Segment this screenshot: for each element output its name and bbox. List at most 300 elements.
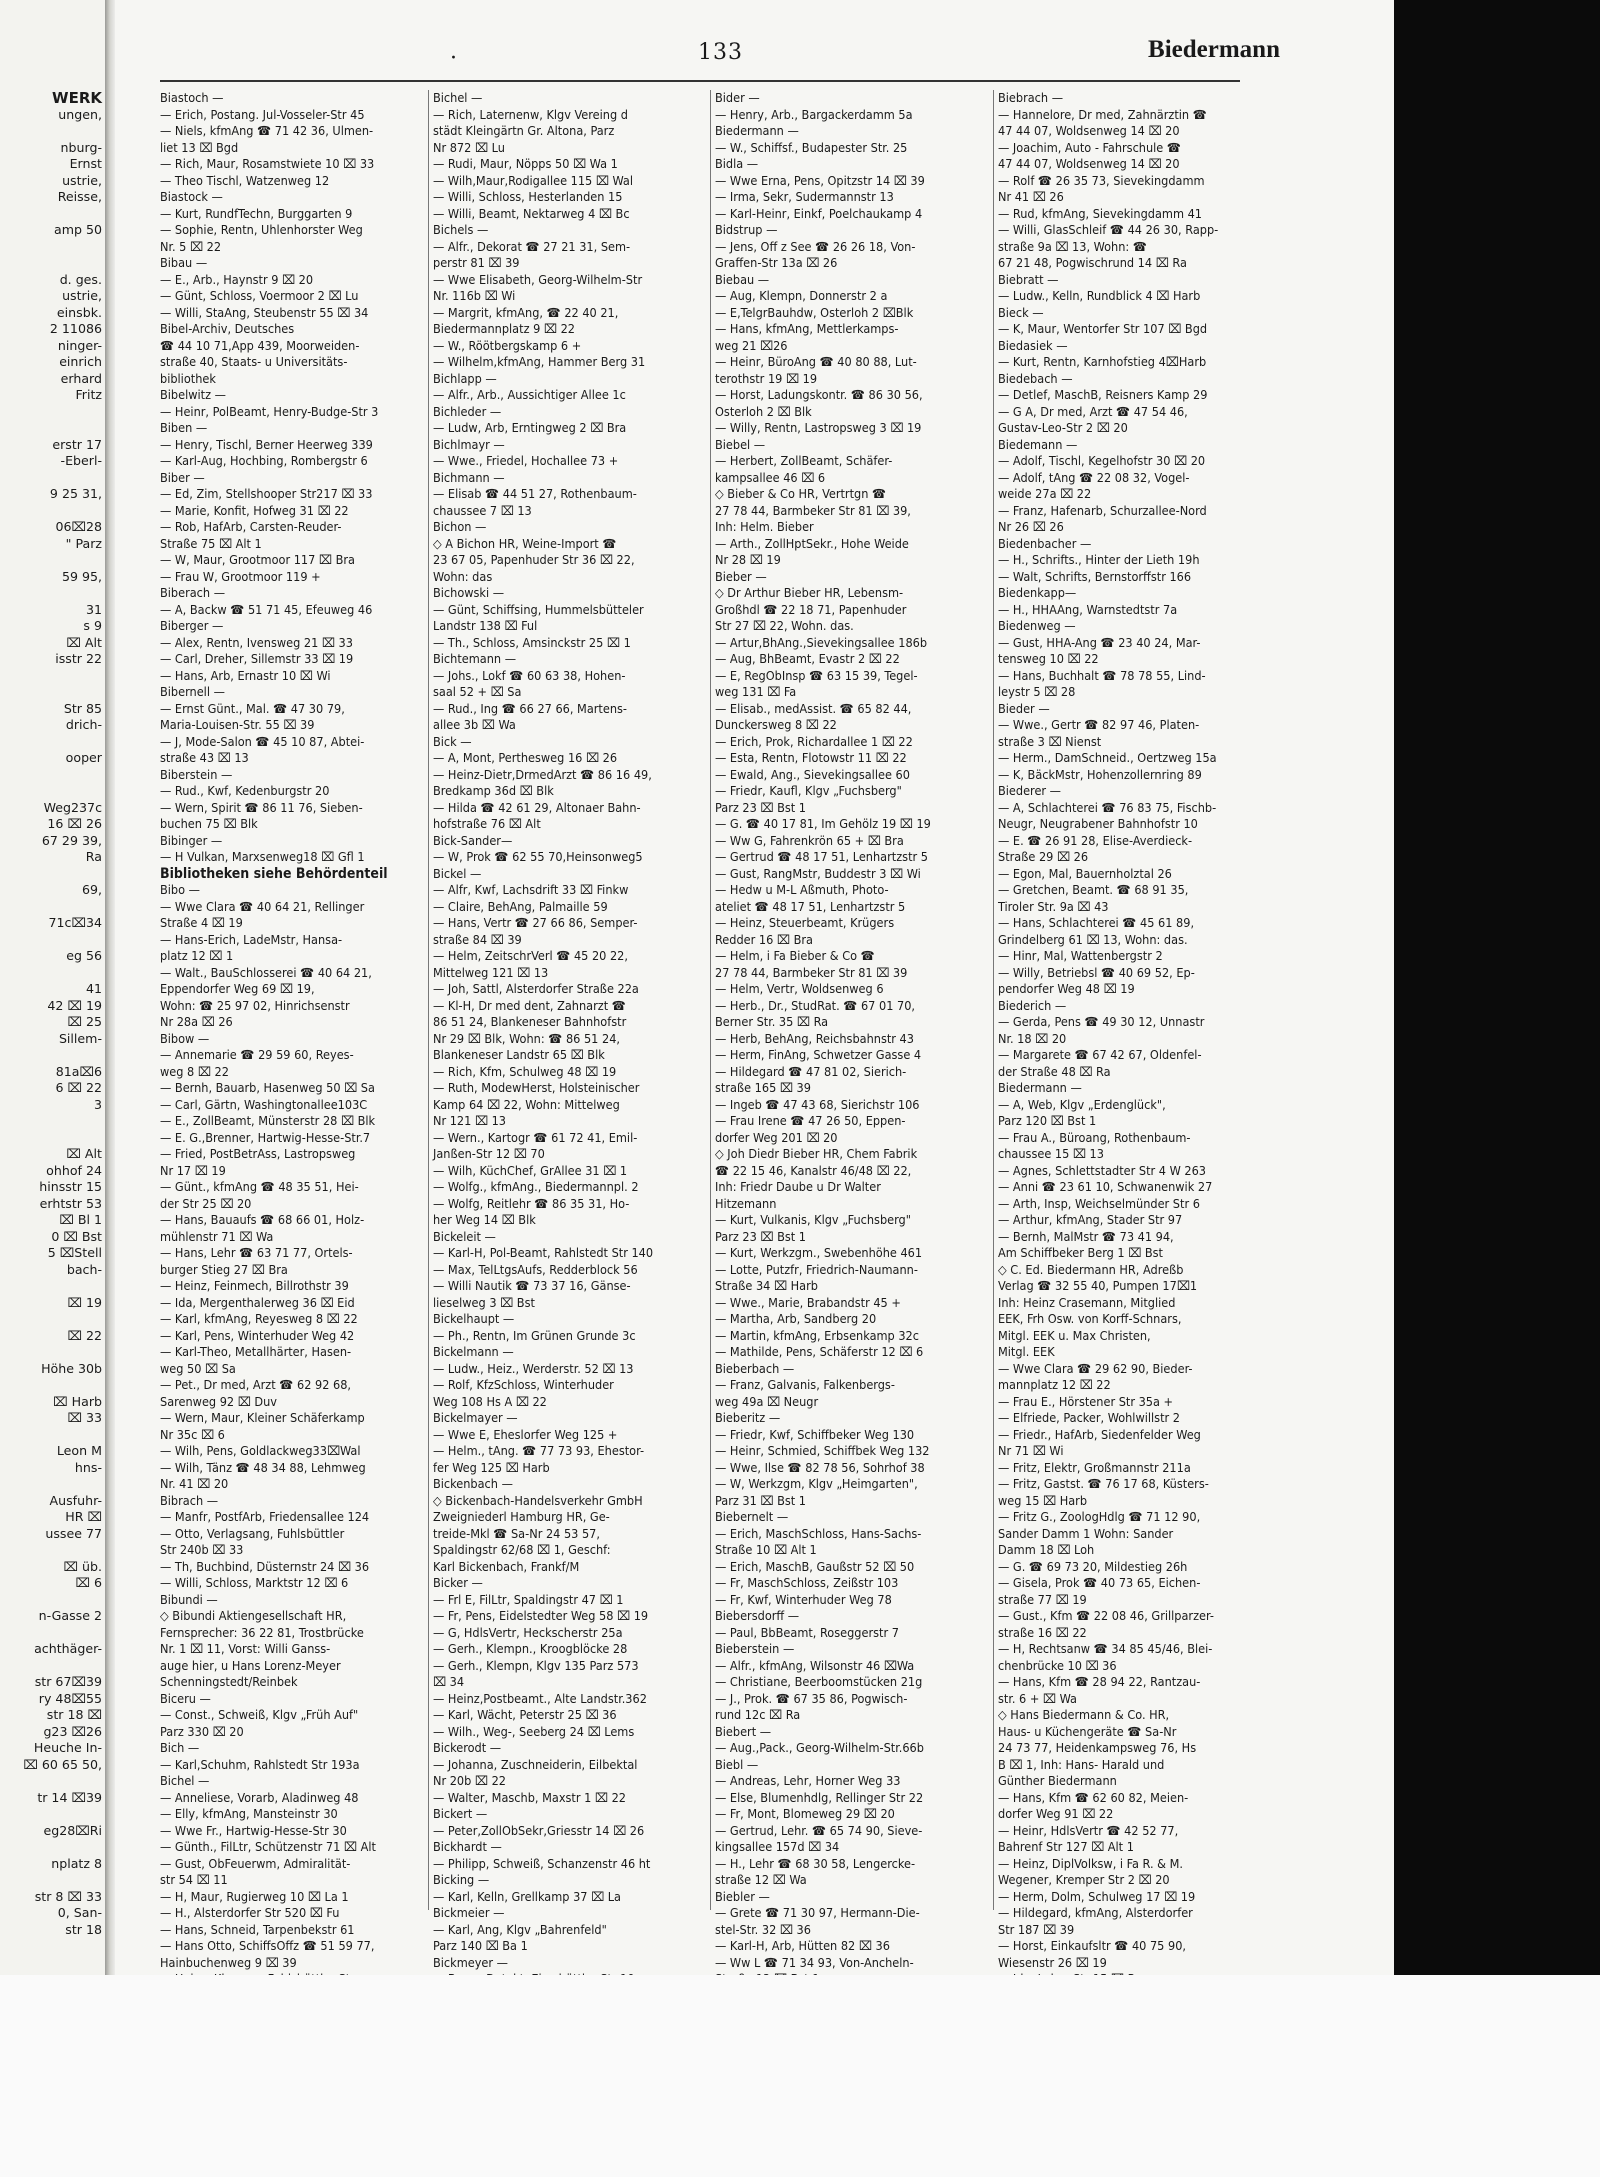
directory-entry-line: Biceru — (160, 1690, 211, 1706)
directory-entry-line: Damm 18 ⌧ Loh (998, 1542, 1095, 1557)
directory-entry-line: — Rud, kfmAng, Sievekingdamm 41 (998, 205, 1203, 221)
directory-entry-line: Biedenweg — (998, 618, 1076, 633)
previous-page-line (0, 1872, 102, 1889)
previous-page-line: 0, San- (57, 1905, 102, 1920)
directory-entry-line: Eppendorfer Weg 69 ⌧ 19, (160, 981, 315, 996)
directory-entry-line: Biberger — (160, 618, 224, 633)
directory-entry-line: — Karl, Ang, Klgv „Bahrenfeld" (433, 1921, 607, 1937)
previous-page-line (0, 503, 102, 520)
directory-entry-line: chaussee 15 ⌧ 13 (998, 1146, 1104, 1161)
directory-entry-line: — A, Schlachterei ☎ 76 83 75, Fischb- (998, 799, 1217, 815)
previous-page-line: ⌧ üb. (63, 1558, 102, 1574)
directory-entry-line: — Kl-H, Dr med dent, Zahnarzt ☎ (433, 997, 626, 1013)
previous-page-line: s 9 (83, 618, 102, 633)
directory-entry-line: — Arthur, kfmAng, Stader Str 97 (998, 1212, 1183, 1227)
directory-entry-line: — Mathilde, Pens, Schäferstr 12 ⌧ 6 (715, 1344, 924, 1359)
directory-entry-line: — Alfr., Arb., Aussichtiger Allee 1c (433, 387, 626, 402)
directory-entry-line: — Esta, Rentn, Flotowstr 11 ⌧ 22 (715, 750, 907, 765)
previous-page-line (0, 965, 102, 982)
directory-entry-line: Landstr 138 ⌧ Ful (433, 618, 538, 633)
directory-entry-line: Bieck — (998, 304, 1044, 320)
directory-entry-line: Biastock — (160, 189, 223, 204)
directory-entry-line: rund 12c ⌧ Ra (715, 1707, 801, 1722)
directory-entry-line: Bibernell — (160, 684, 225, 699)
previous-page-line: ⌧ Alt (66, 1146, 102, 1161)
previous-page-line (0, 1113, 102, 1130)
directory-entry-line: auge hier, u Hans Lorenz-Meyer (160, 1657, 341, 1673)
directory-entry-line: — Erich, Prok, Richardallee 1 ⌧ 22 (715, 733, 913, 749)
directory-entry-line: weg 15 ⌧ Harb (998, 1492, 1088, 1508)
previous-page-line: achthäger- (34, 1641, 102, 1656)
directory-entry-line: — Alfr., Dekorat ☎ 27 21 31, Sem- (433, 238, 631, 254)
directory-entry-line: Biedenkapp— (998, 585, 1077, 600)
previous-page-line: 81a⌧6 (55, 1063, 102, 1079)
directory-entry-line: — Arth., ZollHptSekr., Hohe Weide (715, 535, 909, 551)
directory-entry-line: — Else, Blumenhdlg, Rellinger Str 22 (715, 1789, 924, 1805)
directory-entry-line: 27 78 44, Barmbeker Str 81 ⌧ 39 (715, 964, 908, 980)
directory-entry-line: — E. G.,Brenner, Hartwig-Hesse-Str.7 (160, 1129, 371, 1145)
previous-page-line: 9 25 31, (49, 486, 102, 501)
directory-entry-line: Bider — (715, 90, 760, 105)
scan-border (1394, 0, 1600, 1975)
directory-entry-line: Bredkamp 36d ⌧ Blk (433, 783, 554, 798)
previous-page-line: 59 95, (61, 568, 102, 584)
directory-entry-line: str. 6 + ⌧ Wa (998, 1690, 1077, 1706)
directory-entry-line: — Ludw, Arb, Erntingweg 2 ⌧ Bra (433, 420, 627, 435)
previous-page-line: ⌧ 25 (67, 1014, 102, 1029)
directory-entry-line: — Günt., kfmAng ☎ 48 35 51, Hei- (160, 1179, 359, 1194)
directory-entry-line: Wohn: das (433, 568, 493, 584)
directory-entry-line: — Wwe Clara ☎ 29 62 90, Bieder- (998, 1360, 1193, 1376)
directory-entry-line: Straße 29 ⌧ 26 (998, 849, 1089, 864)
directory-entry-line: — Adolf, tAng ☎ 22 08 32, Vogel- (998, 469, 1190, 485)
directory-entry-line: — Fr, Mont, Blomeweg 29 ⌧ 20 (715, 1806, 895, 1821)
previous-page-line: drich- (65, 717, 102, 732)
directory-entry-line: — K, Maur, Wentorfer Str 107 ⌧ Bgd (998, 321, 1208, 336)
directory-entry-line: — Frau W, Grootmoor 119 + (160, 568, 321, 584)
directory-entry-line: Bichel — (160, 1773, 210, 1788)
directory-entry-line: — Sophie, Rentn, Uhlenhorster Weg (160, 222, 363, 237)
directory-entry-line: — Gerh., Klempn, Klgv 135 Parz 573 (433, 1657, 639, 1673)
directory-entry-line: — G. ☎ 40 17 81, Im Gehölz 19 ⌧ 19 (715, 816, 931, 831)
directory-entry-line: kampsallee 46 ⌧ 6 (715, 469, 826, 485)
directory-entry-line: — Ludw., Kelln, Rundblick 4 ⌧ Harb (998, 288, 1201, 303)
directory-entry-line: Bahrenf Str 127 ⌧ Alt 1 (998, 1839, 1134, 1854)
directory-entry-line: Nr 28 ⌧ 19 (715, 552, 781, 567)
previous-page-line: erhtstr 53 (39, 1195, 102, 1211)
directory-entry-line: — Heinr, PolBeamt, Henry-Budge-Str 3 (160, 403, 379, 419)
column-3 (715, 90, 990, 1970)
directory-entry-line: — H, Maur, Rugierweg 10 ⌧ La 1 (160, 1888, 349, 1904)
previous-page-line: Leon M (56, 1443, 102, 1458)
directory-entry-line: leystr 5 ⌧ 28 (998, 684, 1076, 699)
directory-entry-line: — Ernst Günt., Mal. ☎ 47 30 79, (160, 700, 345, 716)
directory-entry-line: Bickel — (433, 865, 482, 881)
directory-entry-line: — Rolf, KfzSchloss, Winterhuder (433, 1377, 614, 1392)
directory-entry-line: — Wwe Erna, Pens, Opitzstr 14 ⌧ 39 (715, 172, 925, 188)
directory-entry-line: — Ruth, ModewHerst, Holsteinischer (433, 1080, 640, 1095)
directory-entry-line: ◇ Hans Biedermann & Co. HR, (998, 1707, 1170, 1722)
previous-page-line: 42 ⌧ 19 (47, 997, 102, 1013)
directory-entry-line: — Willy, Rentn, Lastropsweg 3 ⌧ 19 (715, 420, 922, 435)
directory-entry-line: weg 8 ⌧ 22 (160, 1063, 229, 1079)
directory-entry-line: — Kurt, Werkzgm., Swebenhöhe 461 (715, 1245, 923, 1260)
directory-entry-line: Biberstein — (160, 766, 233, 782)
directory-entry-line: kingsallee 157d ⌧ 34 (715, 1839, 840, 1854)
previous-page-line: ⌧ Harb (53, 1393, 102, 1409)
directory-entry-line: — Karl, Pens, Winterhuder Weg 42 (160, 1327, 355, 1343)
directory-entry-line: — Karl-Aug, Hochbing, Rombergstr 6 (160, 453, 368, 468)
directory-entry-line: Bickerodt — (433, 1740, 502, 1755)
directory-entry-line: — Gisela, Prok ☎ 40 73 65, Eichen- (998, 1575, 1201, 1590)
previous-page-line: Ausfuhr- (49, 1492, 102, 1508)
directory-entry-line: — W., Schiffsf., Budapester Str. 25 (715, 139, 908, 155)
directory-entry-line: chenbrücke 10 ⌧ 36 (998, 1657, 1117, 1673)
directory-entry-line: — Wwe., Marie, Brabandstr 45 + (715, 1294, 901, 1310)
directory-entry-line: — Fr, MaschSchloss, Zeißstr 103 (715, 1575, 899, 1590)
directory-entry-line: — Kurt, Vulkanis, Klgv „Fuchsberg" (715, 1212, 911, 1227)
directory-entry-line: — Ewald, Ang., Sievekingsallee 60 (715, 766, 910, 782)
directory-entry-line: — Fritz, Gastst. ☎ 76 17 68, Küsters- (998, 1476, 1209, 1491)
directory-entry-line: Bieber — (715, 568, 767, 584)
directory-entry-line: — Willi, Schloss, Marktstr 12 ⌧ 6 (160, 1575, 349, 1590)
directory-entry-line: — Rich, Kfm, Schulweg 48 ⌧ 19 (433, 1063, 617, 1079)
directory-entry-line: — Heinz-Dietr,DrmedArzt ☎ 86 16 49, (433, 766, 652, 782)
directory-entry-line: — Aug, Klempn, Donnerstr 2 a (715, 288, 888, 303)
previous-page-line: Heuche In- (33, 1740, 102, 1755)
previous-page-line (0, 866, 102, 883)
directory-entry-line: — J., Prok. ☎ 67 35 86, Pogwisch- (715, 1690, 908, 1706)
directory-entry-line: Wegener, Kremper Str 2 ⌧ 20 (998, 1872, 1170, 1887)
previous-page-line: ohhof 24 (46, 1162, 102, 1178)
directory-entry-line: Bickmeier — (433, 1905, 505, 1920)
directory-entry-line: Bickelmann — (433, 1344, 514, 1359)
previous-page-line (0, 123, 102, 140)
directory-entry-line: Straße 10 ⌧ Alt 1 (715, 1542, 817, 1557)
directory-entry-line: ☎ 22 15 46, Kanalstr 46/48 ⌧ 22, (715, 1162, 912, 1178)
directory-entry-line: Straße 75 ⌧ Alt 1 (160, 535, 262, 551)
previous-page-line: 31 (85, 601, 102, 617)
header-rule (160, 80, 1240, 82)
directory-entry-line: Bickhardt — (433, 1839, 502, 1854)
directory-entry-line: — Wilh, Tänz ☎ 48 34 88, Lehmweg (160, 1459, 366, 1475)
previous-page-line: Fritz (75, 387, 102, 402)
directory-entry-line: — Willi, GlasSchleif ☎ 44 26 30, Rapp- (998, 222, 1219, 237)
directory-entry-line: Parz 23 ⌧ Bst 1 (715, 1228, 806, 1244)
previous-page-line: tr 14 ⌧39 (37, 1789, 102, 1805)
directory-entry-line: — Wilhelm,kfmAng, Hammer Berg 31 (433, 354, 646, 369)
directory-entry-line: — Frau E., Hörstener Str 35a + (998, 1393, 1174, 1409)
previous-page-line (0, 1658, 102, 1675)
previous-page-line: Sillem- (58, 1030, 102, 1046)
directory-entry-line: Bicking — (433, 1872, 490, 1887)
directory-entry-line: — Th, Buchbind, Düsternstr 24 ⌧ 36 (160, 1558, 370, 1574)
directory-entry-line: — Gust., Kfm ☎ 22 08 46, Grillparzer- (998, 1608, 1214, 1623)
directory-entry-line: — Hedw u M-L Aßmuth, Photo- (715, 882, 889, 897)
directory-entry-line: — Marie, Konfit, Hofweg 31 ⌧ 22 (160, 502, 349, 518)
previous-page-line: hinsstr 15 (39, 1179, 102, 1194)
previous-page-line (0, 1130, 102, 1147)
directory-entry-line: mannplatz 12 ⌧ 22 (998, 1377, 1111, 1392)
directory-entry-line: — Frau A., Büroang, Rothenbaum- (998, 1129, 1191, 1145)
previous-page-line: str 8 ⌧ 33 (34, 1888, 102, 1904)
directory-entry-line: — Philipp, Schweiß, Schanzenstr 46 ht (433, 1855, 651, 1871)
directory-entry-line: — Wolfg., kfmAng., Biedermannpl. 2 (433, 1179, 639, 1194)
directory-entry-line: straße 3 ⌧ Nienst (998, 733, 1102, 749)
directory-entry-line: — Johanna, Zuschneiderin, Eilbektal (433, 1756, 638, 1772)
directory-entry-line: — Heinz, DiplVolksw, i Fa R. & M. (998, 1855, 1183, 1871)
directory-entry-line: — Henry, Arb., Bargackerdamm 5a (715, 106, 913, 122)
directory-entry-line: — Herm., DamSchneid., Oertzweg 15a (998, 750, 1217, 765)
directory-entry-line: Parz 120 ⌧ Bst 1 (998, 1113, 1097, 1128)
previous-page-line: 3 (93, 1096, 102, 1112)
directory-entry-line: Nr 35c ⌧ 6 (160, 1426, 225, 1442)
directory-entry-line: Graffen-Str 13a ⌧ 26 (715, 255, 838, 270)
directory-entry-line: — Wern, Spirit ☎ 86 11 76, Sieben- (160, 799, 363, 815)
directory-entry-line: — Elly, kfmAng, Mansteinstr 30 (160, 1806, 338, 1821)
directory-entry-line: Weg 108 Hs A ⌧ 22 (433, 1393, 547, 1409)
directory-entry-line: Hitzemann (715, 1195, 777, 1211)
directory-entry-line: perstr 81 ⌧ 39 (433, 255, 520, 270)
directory-entry-line: Bichel — (433, 90, 483, 105)
directory-entry-line: Spaldingstr 62/68 ⌧ 1, Geschf: (433, 1542, 611, 1557)
directory-entry-line: ateliet ☎ 48 17 51, Lenhartzstr 5 (715, 898, 906, 914)
previous-page-line: nplatz 8 (51, 1855, 102, 1871)
directory-entry-line: Bickert — (433, 1806, 488, 1821)
directory-entry-line: Maria-Louisen-Str. 55 ⌧ 39 (160, 717, 315, 732)
previous-page-line: 67 29 39, (41, 832, 102, 848)
directory-entry-line: Nr 26 ⌧ 26 (998, 519, 1064, 534)
directory-entry-line: — Heinr, Schmied, Schiffbek Weg 132 (715, 1443, 930, 1458)
directory-entry-line: straße 16 ⌧ 22 (998, 1624, 1087, 1640)
directory-entry-line: — Gust, ObFeuerwm, Admiralität- (160, 1855, 351, 1871)
previous-page-line: 41 (85, 981, 102, 996)
directory-entry-line: — Carl, Dreher, Sillemstr 33 ⌧ 19 (160, 651, 354, 666)
directory-entry-line: B ⌧ 1, Inh: Hans- Harald und (998, 1756, 1165, 1772)
previous-page-line: str 18 (65, 1921, 102, 1937)
directory-entry-line: — Walter, Maschb, Maxstr 1 ⌧ 22 (433, 1789, 627, 1805)
directory-entry-line: Gustav-Leo-Str 2 ⌧ 20 (998, 420, 1128, 435)
directory-entry-line: Haus- u Küchengeräte ☎ Sa-Nr (998, 1723, 1177, 1739)
directory-entry-line: hofstraße 76 ⌧ Alt (433, 816, 541, 831)
directory-entry-line: Am Schiffbeker Berg 1 ⌧ Bst (998, 1245, 1163, 1260)
directory-entry-line: — Karl, Wächt, Peterstr 25 ⌧ 36 (433, 1707, 617, 1722)
previous-page-line (0, 684, 102, 701)
directory-entry-line: Bichmann — (433, 469, 505, 485)
directory-entry-line: — H., Alsterdorfer Str 520 ⌧ Fu (160, 1905, 340, 1920)
previous-page-line (0, 1773, 102, 1790)
directory-entry-line: chaussee 7 ⌧ 13 (433, 502, 532, 518)
previous-page-line: Höhe 30b (41, 1360, 102, 1376)
directory-entry-line: — Wilh, Pens, Goldlackweg33⌧Wal (160, 1443, 361, 1458)
directory-entry-line: — Rudi, Maur, Nöpps 50 ⌧ Wa 1 (433, 156, 618, 171)
directory-entry-line: Tiroler Str. 9a ⌧ 43 (998, 898, 1109, 914)
directory-entry-line: mühlenstr 71 ⌧ Wa (160, 1228, 274, 1244)
previous-page-line: eg 56 (66, 948, 102, 963)
previous-page-line: ungen, (58, 106, 102, 122)
directory-entry-line: — G. ☎ 69 73 20, Mildestieg 26h (998, 1558, 1188, 1574)
directory-entry-line: — Hildegard ☎ 47 81 02, Sierich- (715, 1063, 907, 1079)
directory-entry-line: Karl Bickenbach, Frankf/M (433, 1558, 580, 1574)
directory-entry-line: — Karl-H, Arb, Hütten 82 ⌧ 36 (715, 1938, 890, 1953)
previous-page-line (0, 585, 102, 602)
directory-entry-line: Bibau — (160, 255, 208, 270)
previous-page-line (0, 206, 102, 223)
directory-entry-line: — A, Web, Klgv „Erdenglück", (998, 1096, 1166, 1112)
directory-entry-line: — Gertrud, Lehr. ☎ 65 74 90, Sieve- (715, 1822, 923, 1838)
directory-entry-line: straße 9a ⌧ 13, Wohn: ☎ (998, 238, 1147, 254)
directory-entry-line: — Hans, Kfm ☎ 62 60 82, Meien- (998, 1789, 1189, 1805)
directory-entry-line: — Wern, Maur, Kleiner Schäferkamp (160, 1410, 365, 1425)
previous-page-line: ussee 77 (45, 1525, 102, 1541)
directory-entry-line: — Heinz, Steuerbeamt, Krügers (715, 915, 895, 930)
directory-entry-line: buchen 75 ⌧ Blk (160, 816, 258, 831)
directory-entry-line: — Wilh,Maur,Rodigallee 115 ⌧ Wal (433, 172, 634, 188)
previous-page-line: ninger- (57, 337, 102, 353)
directory-entry-line: — Pet., Dr med, Arzt ☎ 62 92 68, (160, 1377, 352, 1392)
directory-entry-line: — Wolfg, Reitlehr ☎ 86 35 31, Ho- (433, 1195, 630, 1211)
directory-entry-line: ◇ Bibundi Aktiengesellschaft HR, (160, 1608, 347, 1623)
directory-entry-line: — G, HdlsVertr, Heckscherstr 25a (433, 1624, 623, 1640)
directory-entry-line: Biberach — (160, 585, 226, 600)
directory-entry-line: Bieberitz — (715, 1410, 781, 1425)
directory-entry-line: straße 84 ⌧ 39 (433, 931, 522, 947)
previous-page-line (0, 552, 102, 569)
column-divider (993, 90, 994, 1910)
previous-page-line (0, 1278, 102, 1295)
directory-entry-line: — Martin, kfmAng, Erbsenkamp 32c (715, 1327, 919, 1343)
directory-entry-line: Bicker — (433, 1575, 483, 1590)
directory-entry-line: Mitgl. EEK u. Max Christen, (998, 1327, 1151, 1343)
previous-page-line (0, 668, 102, 685)
directory-entry-line: Bibliotheken siehe Behördenteil (160, 865, 388, 882)
directory-entry-line: — Irma, Sekr, Sudermannstr 13 (715, 189, 894, 204)
directory-entry-line: — Willi, StaAng, Steubenstr 55 ⌧ 34 (160, 304, 369, 320)
directory-entry-line: — Herm, Dolm, Schulweg 17 ⌧ 19 (998, 1888, 1196, 1904)
previous-page-line (0, 420, 102, 437)
previous-page-line: ⌧ 22 (67, 1327, 102, 1343)
directory-entry-line: straße 165 ⌧ 39 (715, 1080, 811, 1095)
directory-entry-line: str 54 ⌧ 11 (160, 1872, 228, 1887)
directory-entry-line: — Ingeb ☎ 47 43 68, Sierichstr 106 (715, 1096, 920, 1112)
directory-entry-line: Berner Str. 35 ⌧ Ra (715, 1014, 829, 1029)
directory-entry-line: — Frl E, FilLtr, Spaldingstr 47 ⌧ 1 (433, 1591, 624, 1607)
directory-entry-line: Bibundi — (160, 1591, 218, 1607)
directory-entry-line: — Kurt, Rentn, Karnhofstieg 4⌧Harb (998, 354, 1207, 369)
directory-entry-line: Str 27 ⌧ 22, Wohn. das. (715, 618, 854, 633)
directory-entry-line: liet 13 ⌧ Bgd (160, 139, 239, 155)
directory-entry-line: — Claire, BehAng, Palmaille 59 (433, 898, 608, 914)
previous-page-line (0, 255, 102, 272)
directory-entry-line: — Ww L ☎ 71 34 93, Von-Ancheln- (715, 1954, 914, 1970)
previous-page-line: d. ges. (59, 271, 102, 287)
previous-page-line: Str 85 (63, 700, 102, 716)
directory-entry-line: — Günth., FilLtr, Schützenstr 71 ⌧ Alt (160, 1839, 376, 1854)
previous-page-line (0, 1839, 102, 1856)
directory-entry-line: Mitgl. EEK (998, 1344, 1055, 1359)
directory-entry-line: — Aug.,Pack., Georg-Wilhelm-Str.66b (715, 1740, 924, 1755)
directory-entry-line: platz 12 ⌧ 1 (160, 948, 234, 963)
directory-entry-line: Fernsprecher: 36 22 81, Trostbrücke (160, 1624, 364, 1640)
directory-entry-line: — K, BäckMstr, Hohenzollernring 89 (998, 766, 1202, 782)
directory-entry-line: — G A, Dr med, Arzt ☎ 47 54 46, (998, 403, 1188, 419)
directory-entry-line: Bickelmayer — (433, 1410, 518, 1425)
previous-page-line (0, 734, 102, 751)
directory-entry-line: — Rolf ☎ 26 35 73, Sievekingdamm (998, 172, 1205, 188)
previous-page-line: einsbk. (56, 304, 102, 320)
previous-page-line: -Eberl- (60, 453, 102, 468)
directory-entry-line: — Andreas, Lehr, Horner Weg 33 (715, 1773, 901, 1788)
directory-entry-line: Nr 872 ⌧ Lu (433, 139, 505, 155)
previous-page-line (0, 1311, 102, 1328)
directory-entry-line: — E. ☎ 26 91 28, Elise-Averdieck- (998, 832, 1193, 848)
directory-entry-line: — Herm, FinAng, Schwetzer Gasse 4 (715, 1047, 922, 1062)
previous-page-line: 16 ⌧ 26 (47, 816, 102, 831)
previous-page-line: eg28⌧Ri (43, 1822, 102, 1838)
directory-entry-line: — Arth, Insp, Weichselmünder Str 6 (998, 1195, 1200, 1211)
directory-entry-line: — Gust, RangMstr, Buddestr 3 ⌧ Wi (715, 865, 921, 881)
directory-entry-line: — Franz, Galvanis, Falkenbergs- (715, 1377, 895, 1392)
directory-entry-line: — Bernh, Bauarb, Hasenweg 50 ⌧ Sa (160, 1080, 375, 1095)
directory-entry-line: — Lotte, Putzfr, Friedrich-Naumann- (715, 1261, 918, 1277)
directory-entry-line: — Rich, Maur, Rosamstwiete 10 ⌧ 33 (160, 156, 375, 171)
directory-entry-line: ◇ A Bichon HR, Weine-Import ☎ (433, 535, 617, 551)
directory-entry-line: — Hans-Erich, LadeMstr, Hansa- (160, 931, 343, 947)
directory-entry-line: Günther Biedermann (998, 1773, 1117, 1788)
directory-entry-line: Sander Damm 1 Wohn: Sander (998, 1525, 1174, 1541)
previous-page-line (0, 1542, 102, 1559)
previous-page-line: ustrie, (62, 172, 102, 188)
directory-entry-line: fer Weg 125 ⌧ Harb (433, 1459, 550, 1475)
previous-page-line: Ernst (69, 156, 102, 171)
directory-entry-line: dorfer Weg 201 ⌧ 20 (715, 1129, 838, 1145)
directory-entry-line: — Helm., tAng. ☎ 77 73 93, Ehestor- (433, 1443, 645, 1458)
directory-entry-line: Janßen-Str 12 ⌧ 70 (433, 1146, 545, 1161)
directory-entry-line: Bichowski — (433, 585, 505, 600)
directory-entry-line: Parz 140 ⌧ Ba 1 (433, 1938, 528, 1953)
previous-page-line: ⌧ Alt (66, 634, 102, 650)
directory-entry-line: Inh: Helm. Bieber (715, 519, 814, 534)
previous-page-line: str 18 ⌧ (46, 1707, 102, 1722)
previous-page-line (0, 1344, 102, 1361)
directory-entry-line: weide 27a ⌧ 22 (998, 486, 1092, 501)
directory-entry-line: Biebler — (715, 1888, 770, 1904)
previous-page-line (0, 404, 102, 421)
directory-entry-line: 47 44 07, Woldsenweg 14 ⌧ 20 (998, 123, 1180, 138)
directory-entry-line: — Jens, Off z See ☎ 26 26 18, Von- (715, 238, 916, 254)
previous-page-line (0, 1592, 102, 1609)
directory-entry-line: — Rich, Laternenw, Klgv Vereing d (433, 106, 628, 122)
directory-entry-line: Bick — (433, 733, 472, 749)
directory-entry-line: — Margarete ☎ 67 42 67, Oldenfel- (998, 1047, 1202, 1062)
directory-entry-line: — Wwe., Friedel, Hochallee 73 + (433, 453, 619, 468)
previous-page-line (0, 1047, 102, 1064)
directory-entry-line: Bickelhaupt — (433, 1311, 515, 1326)
directory-entry-line: Biedenbacher — (998, 535, 1092, 551)
directory-entry-line: — Wwe, Ilse ☎ 82 78 56, Sohrhof 38 (715, 1459, 925, 1475)
directory-entry-line: — A, Mont, Perthesweg 16 ⌧ 26 (433, 750, 618, 765)
directory-entry-line: weg 49a ⌧ Neugr (715, 1393, 819, 1409)
previous-page-line: g23 ⌧26 (43, 1723, 102, 1739)
directory-entry-line: Inh: Friedr Daube u Dr Walter (715, 1179, 881, 1194)
previous-page-line: 69, (81, 882, 102, 897)
directory-entry-line: — Joachim, Auto - Fahrschule ☎ (998, 139, 1181, 155)
directory-entry-line: ◇ Bieber & Co HR, Vertrtgn ☎ (715, 486, 887, 501)
directory-entry-line: Bibelwitz — (160, 387, 226, 402)
directory-entry-line: Nr 28a ⌧ 26 (160, 1014, 233, 1029)
directory-entry-line: — Agnes, Schlettstadter Str 4 W 263 (998, 1162, 1206, 1178)
directory-entry-line: Str 240b ⌧ 33 (160, 1542, 244, 1557)
